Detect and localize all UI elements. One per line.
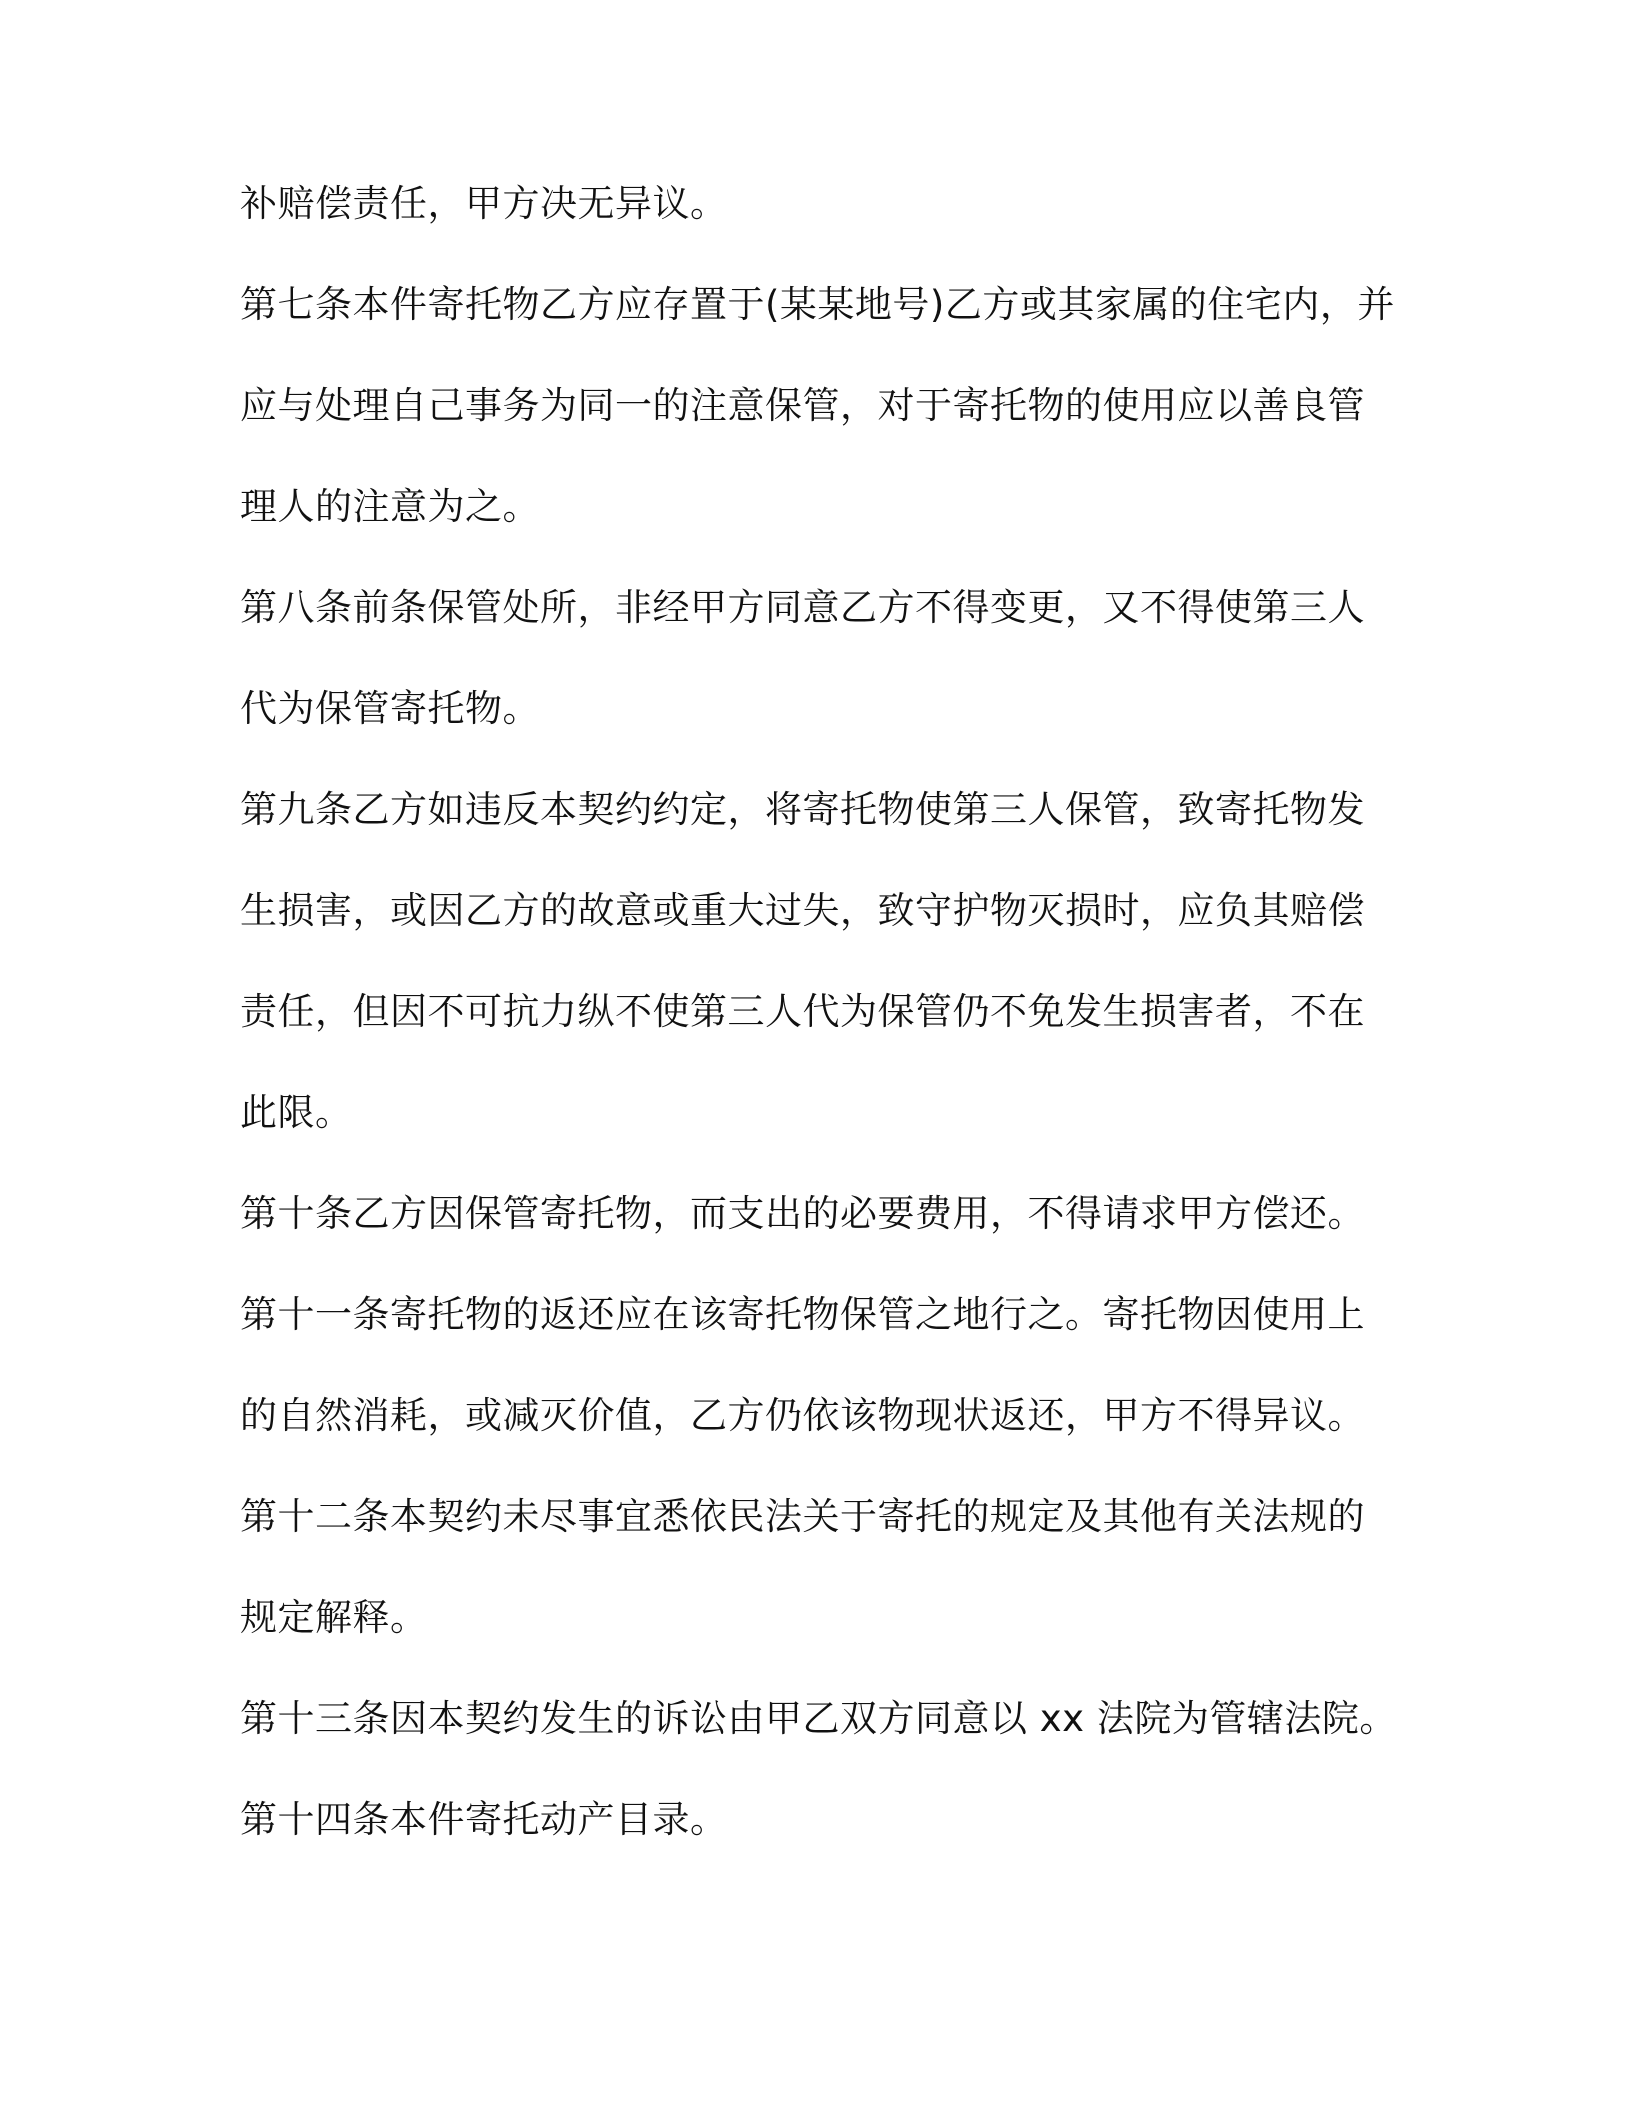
text-line: 补赔偿责任，甲方决无异议。: [240, 182, 728, 225]
text-line: 应与处理自己事务为同一的注意保管，对于寄托物的使用应以善良管: [240, 384, 1365, 427]
text-line: 的自然消耗，或减灭价值，乙方仍依该物现状返还，甲方不得异议。: [240, 1394, 1365, 1437]
text-line: 第十三条因本契约发生的诉讼由甲乙双方同意以 xx 法院为管辖法院。: [240, 1697, 1397, 1740]
text-line: 第九条乙方如违反本契约约定，将寄托物使第三人保管，致寄托物发: [240, 788, 1365, 831]
text-line: 生损害，或因乙方的故意或重大过失，致守护物灭损时，应负其赔偿: [240, 889, 1365, 932]
text-line: 第七条本件寄托物乙方应存置于(某某地号)乙方或其家属的住宅内，并: [240, 283, 1395, 326]
text-line: 代为保管寄托物。: [240, 687, 540, 730]
text-line: 规定解释。: [240, 1596, 428, 1639]
text-line: 第十二条本契约未尽事宜悉依民法关于寄托的规定及其他有关法规的: [240, 1495, 1365, 1538]
text-line: 此限。: [240, 1091, 353, 1134]
contract-text-body: [240, 182, 1400, 1902]
text-line: 第十四条本件寄托动产目录。: [240, 1798, 728, 1841]
text-line: 第十一条寄托物的返还应在该寄托物保管之地行之。寄托物因使用上: [240, 1293, 1365, 1336]
text-line: 第八条前条保管处所，非经甲方同意乙方不得变更，又不得使第三人: [240, 586, 1365, 629]
text-line: 责任，但因不可抗力纵不使第三人代为保管仍不免发生损害者，不在: [240, 990, 1365, 1033]
text-line: 理人的注意为之。: [240, 485, 540, 528]
text-line: 第十条乙方因保管寄托物，而支出的必要费用，不得请求甲方偿还。: [240, 1192, 1365, 1235]
